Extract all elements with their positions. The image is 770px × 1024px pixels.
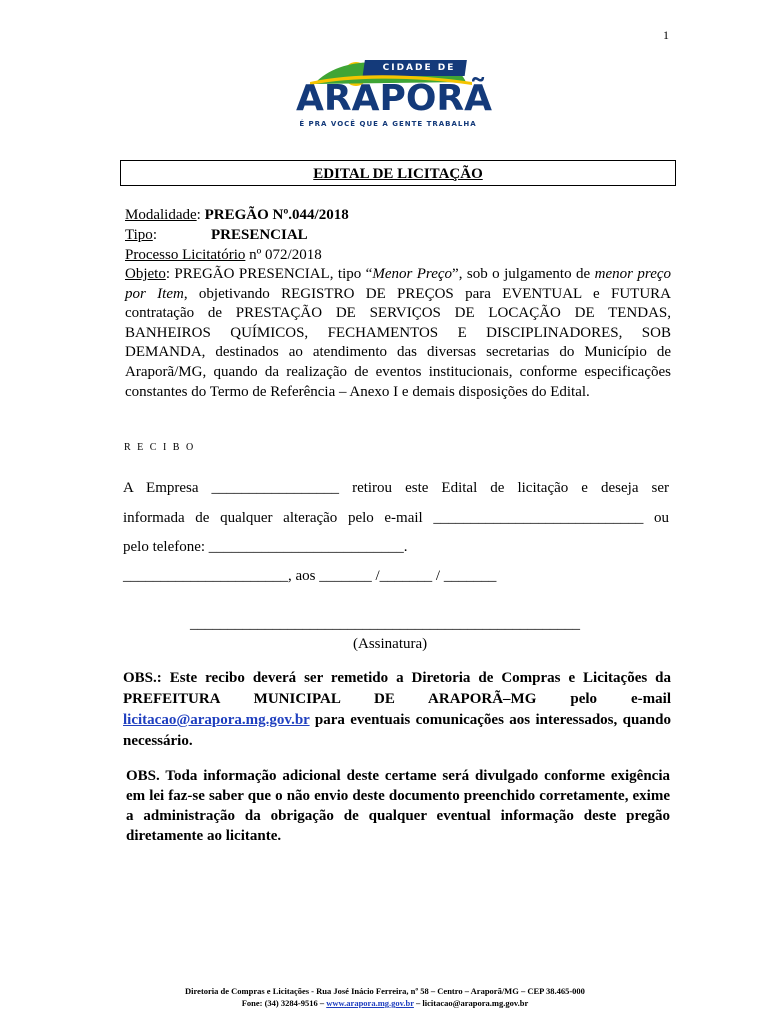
objeto-label: Objeto: [125, 266, 166, 282]
objeto-italic-2: menor preço por Item: [125, 266, 672, 302]
footer-phone: Fone: (34) 3284-9516 –: [241, 998, 327, 1008]
modalidade-label: Modalidade: [125, 207, 197, 223]
objeto-text-2: ”, sob o julgamento de: [452, 266, 595, 282]
objeto-italic-1: Menor Preço: [372, 266, 453, 282]
modalidade-value: PREGÃO Nº.044/2018: [204, 207, 349, 223]
objeto-text-3: , objetivando REGISTRO DE PREÇOS para EVENTUAL e FUTURA contratação de PRESTAÇÃO DE SERVIÇOS DE LOCAÇÃO DE TENDAS, BANHEIROS QUÍMICOS, FECHAMENTOS E DISCIPLINADORES, SOB DEMANDA, destinados ao atendimento das diversas secretarias do Município de Araporã/MG, quando da realização de eventos institucionais, conforme especificações constantes do Termo de Referência – Anexo I e demais disposições do Edital.: [125, 285, 671, 400]
footer-address: Diretoria de Compras e Licitações - Rua José Inácio Ferreira, nº 58 – Centro – Araporã/MG – CEP 38.465-000: [185, 986, 585, 996]
footer-site-link[interactable]: www.arapora.mg.gov.br: [326, 998, 414, 1008]
logo-city-name: ARAPORÃ: [296, 78, 493, 119]
objeto-text-1: : PREGÃO PRESENCIAL, tipo “: [165, 266, 373, 282]
title-box: [120, 160, 676, 186]
recibo-line-2: informada de qualquer alteração pelo e-mail ____________________________ ou: [123, 510, 669, 526]
document-title: EDITAL DE LICITAÇÃO: [313, 166, 483, 182]
modalidade-line: Modalidade: PREGÃO Nº.044/2018: [125, 207, 349, 223]
logo-cidade-text: CIDADE DE: [382, 63, 456, 73]
footer-contact: [0, 998, 770, 1008]
footer-email: – licitacao@arapora.mg.gov.br: [413, 998, 529, 1008]
processo-line: [125, 246, 671, 266]
processo-value: nº 072/2018: [249, 247, 322, 263]
recibo-line-4: ______________________, aos _______ /_______ / _______: [123, 568, 497, 584]
tipo-line: Tipo: PRESENCIAL: [125, 227, 308, 243]
obs-info-paragraph: OBS. Toda informação adicional deste certame será divulgado conforme exigência em lei faz-se saber que o não envio deste documento preenchido corretamente, exime a administração da obrigação de qualquer eventual informação deste pregão diretamente ao licitante.: [126, 768, 670, 844]
obs-recibo-paragraph: [123, 668, 671, 752]
tipo-label: Tipo: [125, 227, 153, 243]
signature-line: ____________________________________________________: [190, 616, 580, 632]
objeto-paragraph: [125, 265, 671, 402]
obs1-text-2: para eventuais comunicações aos interessados, quando necessário.: [123, 712, 671, 749]
recibo-line-3: pelo telefone: __________________________.: [123, 539, 408, 555]
recibo-label: R E C I B O: [124, 442, 196, 453]
processo-label: Processo Licitatório: [125, 247, 246, 263]
licitacao-email-link[interactable]: licitacao@arapora.mg.gov.br: [123, 712, 310, 728]
signature-label: (Assinatura): [353, 636, 428, 652]
logo-tagline: É PRA VOCÊ QUE A GENTE TRABALHA: [299, 120, 477, 128]
recibo-line-1: A Empresa _________________ retirou este Edital de licitação e deseja ser: [123, 480, 669, 496]
tipo-value: PRESENCIAL: [210, 227, 308, 243]
city-logo: [296, 52, 493, 132]
obs1-text-1: OBS.: Este recibo deverá ser remetido a Diretoria de Compras e Licitações da PREFEITURA MUNICIPAL DE ARAPORÃ–MG pelo e-mail: [123, 670, 671, 707]
page-number: 1: [663, 28, 669, 42]
